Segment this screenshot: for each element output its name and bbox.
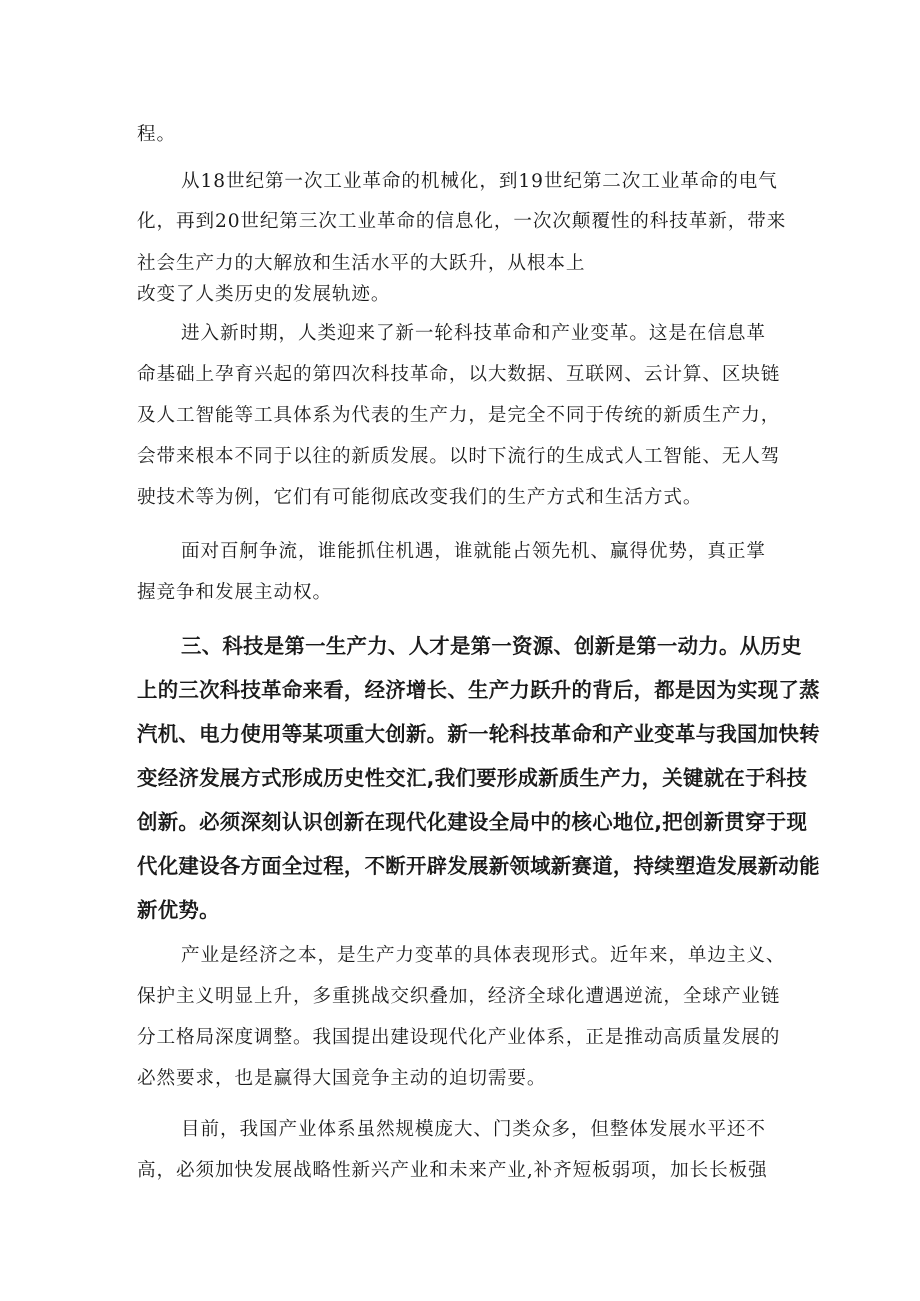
bold-text-line: 汽机、电力使用等某项重大创新。新一轮科技革命和产业变革与我国加快转	[137, 722, 820, 746]
text-line: 目前，我国产业体系虽然规模庞大、门类众多，但整体发展水平还不	[181, 1119, 766, 1140]
text-line: 必然要求，也是赢得大国竞争主动的迫切需要。	[137, 1068, 547, 1089]
text-line: 分工格局深度调整。我国提出建设现代化产业体系，正是推动高质量发展的	[137, 1027, 781, 1048]
text-line: 及人工智能等工具体系为代表的生产力，是完全不同于传统的新质生产力，	[137, 405, 781, 426]
text-line: 化，再到20世纪第三次工业革命的信息化，一次次颠覆性的科技革新，带来	[137, 211, 787, 232]
bold-text-line: 创新。必须深刻认识创新在现代化建设全局中的核心地位,把创新贯穿于现	[137, 810, 808, 834]
text-line: 会带来根本不同于以往的新质发展。以时下流行的生成式人工智能、无人驾	[137, 446, 781, 467]
text-line: 从18世纪第一次工业革命的机械化，到19世纪第二次工业革命的电气	[181, 171, 778, 192]
text-line: 握竞争和发展主动权。	[137, 582, 332, 603]
text-line: 保护主义明显上升，多重挑战交织叠加，经济全球化遭遇逆流，全球产业链	[137, 986, 781, 1007]
text-line: 命基础上孕育兴起的第四次科技革命，以大数据、互联网、云计算、区块链	[137, 364, 781, 385]
text-line: 产业是经济之本，是生产力变革的具体表现形式。近年来，单边主义、	[181, 945, 786, 966]
section-heading-line: 三、科技是第一生产力、人才是第一资源、创新是第一动力。从历史	[181, 634, 802, 658]
text-line: 程。	[137, 124, 176, 145]
text-line: 社会生产力的大解放和生活水平的大跃升，从根本上	[137, 253, 586, 274]
bold-text-line: 新优势。	[137, 898, 220, 922]
text-line: 进入新时期，人类迎来了新一轮科技革命和产业变革。这是在信息革	[181, 323, 766, 344]
text-line: 高，必须加快发展战略性新兴产业和未来产业,补齐短板弱项，加长长板强	[137, 1160, 768, 1181]
bold-text-line: 变经济发展方式形成历史性交汇,我们要形成新质生产力，关键就在于科技	[137, 766, 808, 790]
bold-text-line: 代化建设各方面全过程，不断开辟发展新领域新赛道，持续塑造发展新动能	[137, 854, 820, 878]
bold-text-line: 上的三次科技革命来看，经济增长、生产力跃升的背后，都是因为实现了蒸	[137, 678, 820, 702]
text-line: 驶技术等为例，它们有可能彻底改变我们的生产方式和生活方式。	[137, 487, 703, 508]
text-line: 面对百舸争流，谁能抓住机遇，谁就能占领先机、赢得优势，真正掌	[181, 541, 766, 562]
text-line: 改变了人类历史的发展轨迹。	[137, 284, 391, 305]
